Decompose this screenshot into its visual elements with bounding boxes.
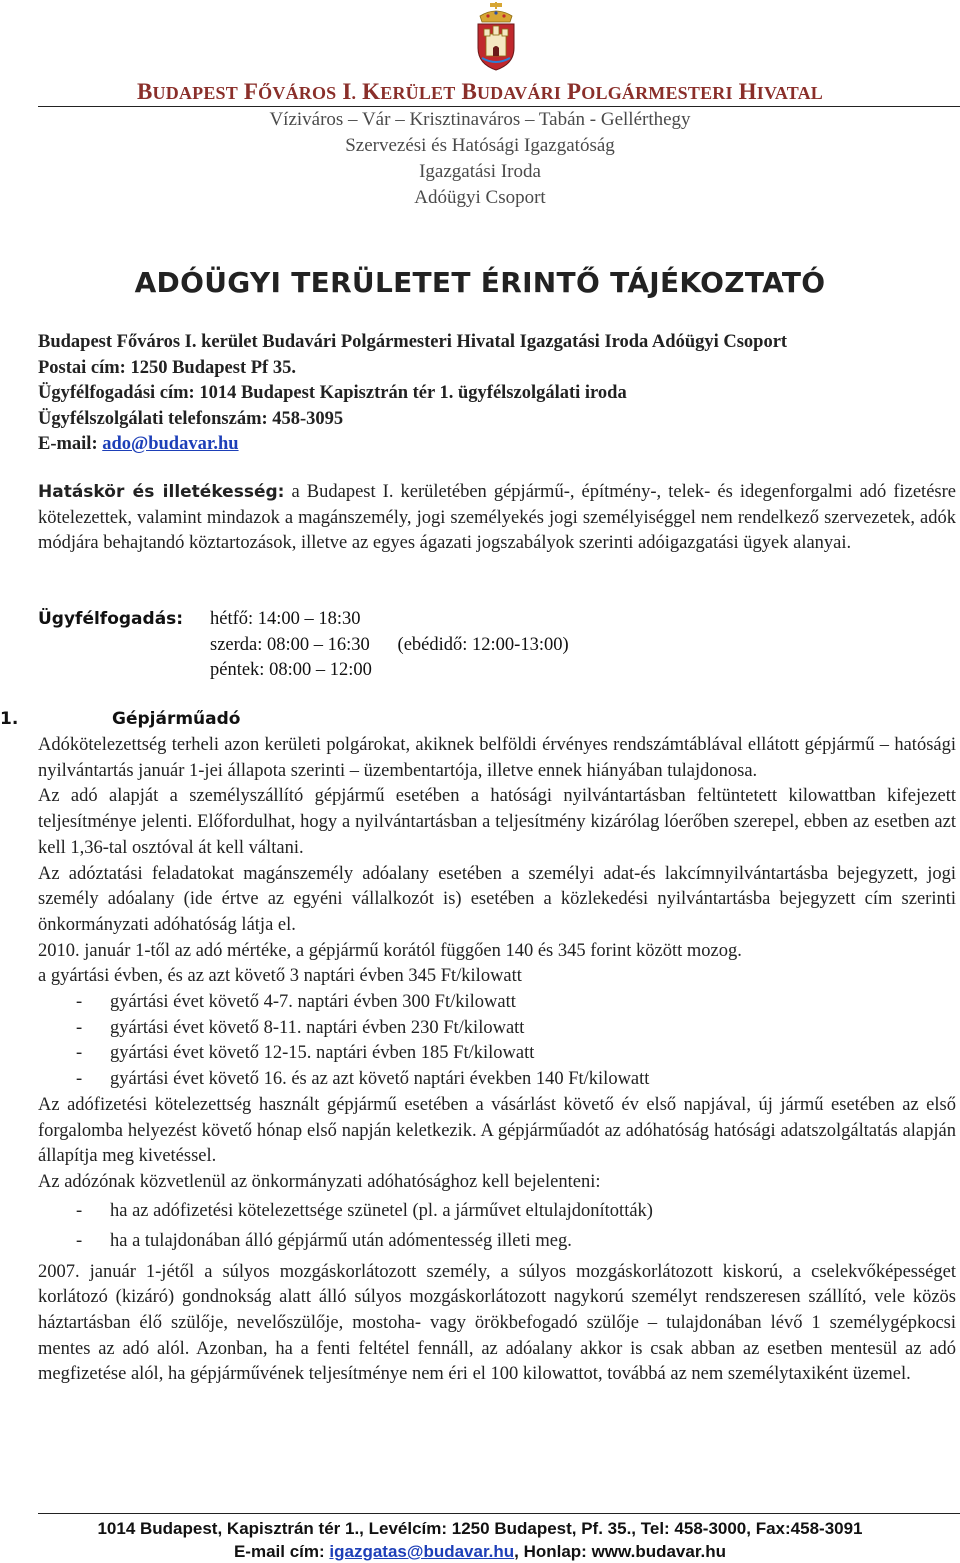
contact-phone: Ügyfélszolgálati telefonszám: 458-3095 bbox=[38, 408, 344, 429]
footer-divider bbox=[38, 1513, 960, 1514]
district-crest-icon bbox=[474, 2, 518, 72]
paragraph-administration: Az adóztatási feladatokat magánszemély adóalany esetében a személyi adat-és lakcímnyilvántartásba bejegyzett, jogi személy adóalany (ide értve az egyéni vállalkozót is) esetében a közlekedési nyilvántartásba bejegyzett cím szerinti önkormányzati adóhatóság látja el. bbox=[38, 863, 956, 935]
hours-lunch: (ebédidő: 12:00-13:00) bbox=[397, 634, 569, 655]
contact-office: Budapest Főváros I. kerület Budavári Polgármesteri Hivatal Igazgatási Iroda Adóügyi Csoport bbox=[38, 332, 788, 352]
document-title: ADÓÜGYI TERÜLETET ÉRINTŐ TÁJÉKOZTATÓ bbox=[134, 266, 826, 299]
organization-title: BUDAPEST FŐVÁROS I. KERÜLET BUDAVÁRI POLGÁRMESTERI HIVATAL bbox=[137, 79, 823, 104]
hours-monday: hétfő: 14:00 – 18:30 bbox=[210, 609, 361, 629]
rate-item: - gyártási évet követő 4-7. naptári évben 300 Ft/kilowatt bbox=[38, 990, 956, 1016]
footer-contact-row bbox=[0, 1540, 960, 1563]
jurisdiction-text: a Budapest I. kerületében gépjármű-, építmény-, telek- és idegenforgalmi adó fizetésre kötelezettek, valamint mindazok a magánszemély, jogi személyekés jogi személyiséggel nem rendelkező szervezetek, adók módjára behajtandó köztartozások, illetve az egyes ágazati jogszabályok szerinti adóigazgatási ügyek alanyai. bbox=[38, 482, 956, 554]
contact-block bbox=[38, 330, 958, 458]
email-label: E-mail: bbox=[38, 434, 103, 454]
reporting-item: - ha a tulajdonában álló gépjármű után adómentesség illeti meg. bbox=[38, 1226, 956, 1256]
hours-friday: péntek: 08:00 – 12:00 bbox=[210, 660, 372, 680]
section-title: Gépjárműadó bbox=[112, 709, 241, 729]
footer-email-link[interactable]: igazgatas@budavar.hu bbox=[329, 1542, 515, 1561]
reporting-item: - ha az adófizetési kötelezettsége szünetel (pl. a járművet eltulajdonították) bbox=[38, 1196, 956, 1226]
section-number: 1. bbox=[0, 709, 19, 729]
footer-address: 1014 Budapest, Kapisztrán tér 1., Levélcím: 1250 Budapest, Pf. 35., Tel: 458-3000, Fax:458-3091 bbox=[97, 1519, 863, 1538]
paragraph-rate-range: 2010. január 1-től az adó mértéke, a gépjármű korától függően 140 és 345 forint között mozog. bbox=[38, 940, 742, 961]
hours-label: Ügyfélfogadás: bbox=[38, 609, 184, 629]
office-line: Igazgatási Iroda bbox=[419, 161, 541, 182]
footer-website: , Honlap: www.budavar.hu bbox=[514, 1542, 727, 1561]
rate-item: - gyártási évet követő 16. és az azt követő naptári években 140 Ft/kilowatt bbox=[38, 1067, 956, 1093]
districts-line: Víziváros – Vár – Krisztinaváros – Tabán - Gellérthegy bbox=[269, 109, 691, 130]
rate-list bbox=[38, 990, 956, 1093]
email-link[interactable]: ado@budavar.hu bbox=[102, 434, 239, 454]
letterhead bbox=[0, 78, 960, 211]
footer bbox=[0, 1517, 960, 1563]
paragraph-rate-first: a gyártási évben, és az azt követő 3 naptári évben 345 Ft/kilowatt bbox=[38, 966, 522, 987]
hours-wednesday: szerda: 08:00 – 16:30 bbox=[210, 634, 370, 655]
paragraph-reporting: Az adózónak közvetlenül az önkormányzati adóhatósághoz kell bejelenteni: bbox=[38, 1171, 601, 1192]
directorate-line: Szervezési és Hatósági Igazgatóság bbox=[345, 135, 615, 156]
jurisdiction-paragraph bbox=[38, 480, 956, 557]
jurisdiction-block bbox=[38, 480, 956, 557]
paragraph-exemption: 2007. január 1-jétől a súlyos mozgáskorlátozott személy, a súlyos mozgáskorlátozott kiskorú, a cselekvőképességet korlátozó (kizáró) gondnokság alatt álló súlyos mozgáskorlátozott nagykorú személyt rendszeresen szállító, vele közös háztartásban élő szülője, nevelőszülője, mostoha- vagy örökbefogadó szülője – tulajdonában lévő 1 személygépkocsi mentes az adó alól. Azonban, ha a fenti feltétel fennáll, az adóalany akkor is csak abban az esetben mentesül az adó megfizetése alól, ha gépjárművének teljesítménye nem éri el 100 kilowattot, továbbá az nem személytaxiként üzemel. bbox=[38, 1261, 956, 1385]
footer-email-label: E-mail cím: bbox=[233, 1542, 330, 1561]
contact-postal: Postai cím: 1250 Budapest Pf 35. bbox=[38, 357, 296, 378]
rate-item: - gyártási évet követő 12-15. naptári évben 185 Ft/kilowatt bbox=[38, 1041, 956, 1067]
paragraph-tax-base: Az adó alapját a személyszállító gépjármű esetében a hatósági nyilvántartásban feltüntetett kilowattban kifejezett teljesítménye jelenti. Előfordulhat, hogy a nyilvántartásban a teljesítmény kizárólag lóerőben szerepel, ebben az esetben azt kell 1,36-tal osztóval át kell váltani. bbox=[38, 786, 956, 858]
reporting-list bbox=[38, 1196, 956, 1256]
hours-lines bbox=[210, 607, 569, 684]
rate-item: - gyártási évet követő 8-11. naptári évben 230 Ft/kilowatt bbox=[38, 1016, 956, 1042]
vehicle-tax-body bbox=[38, 733, 956, 1388]
contact-visit-address: Ügyfélfogadási cím: 1014 Budapest Kapisztrán tér 1. ügyfélszolgálati iroda bbox=[38, 383, 627, 403]
paragraph-obligation: Adókötelezettség terheli azon kerületi polgárokat, akiknek belföldi érvényes rendszámtáblával ellátott gépjármű – hatósági nyilvántartás január 1-jei állapota szerinti – üzembentartója, illetve ennek hiányában tulajdonosa. bbox=[38, 735, 956, 781]
paragraph-start-of-obligation: Az adófizetési kötelezettség használt gépjármű esetében a vásárlást követő év első napjával, új jármű esetében az első forgalomba helyezést követő hónap első napján keletkezik. A gépjárműadót az adóhatóság hatósági adatszolgáltatás alapján állapítja meg kivetéssel. bbox=[38, 1094, 956, 1167]
group-line: Adóügyi Csoport bbox=[414, 187, 546, 208]
contact-email-row bbox=[38, 432, 958, 458]
header-divider bbox=[38, 106, 960, 107]
jurisdiction-label: Hatáskör és illetékesség: bbox=[38, 482, 285, 502]
